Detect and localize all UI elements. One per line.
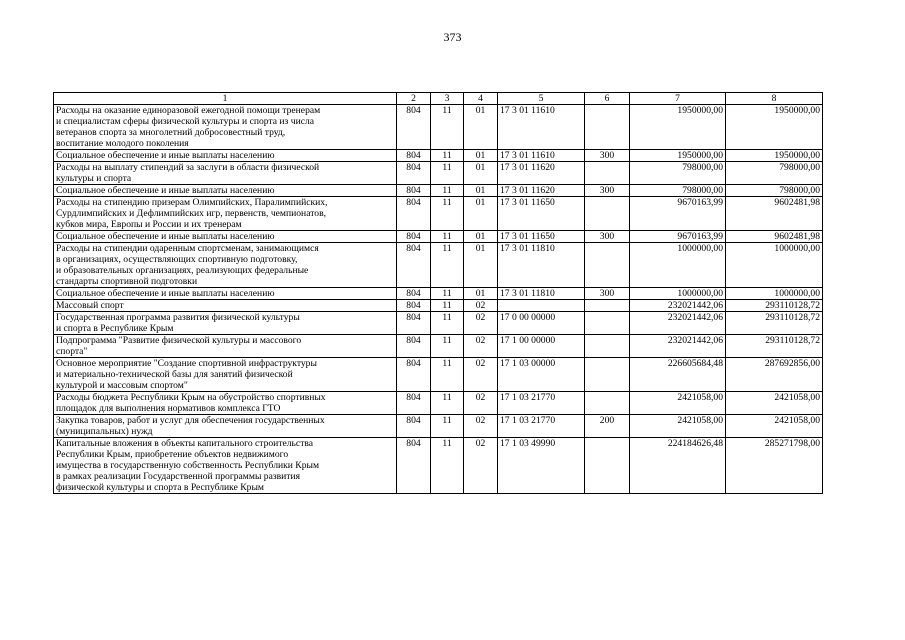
amount-year-2: 1000000,00 [726, 288, 823, 300]
target-article-code: 17 1 03 49990 [498, 438, 585, 494]
subsection-code: 02 [464, 300, 498, 312]
description-line: Массовый спорт [56, 300, 124, 311]
amount-year-1: 226605684,48 [630, 358, 726, 392]
row-description [54, 197, 397, 231]
amount-year-1: 224184626,48 [630, 438, 726, 494]
description-line: Расходы на выплату стипендий за заслуги в области физической [56, 162, 320, 173]
expense-type-code [585, 300, 630, 312]
amount-year-2: 285271798,00 [726, 438, 823, 494]
row-description [54, 288, 397, 300]
description-line: воспитание молодого поколения [56, 138, 189, 149]
amount-year-2: 2421058,00 [726, 392, 823, 415]
table-row [54, 415, 823, 438]
expense-type-code: 200 [585, 415, 630, 438]
row-description [54, 105, 397, 150]
section-code: 11 [431, 162, 464, 185]
target-article-code: 17 1 03 00000 [498, 358, 585, 392]
header-cell: 5 [498, 93, 585, 105]
row-description [54, 150, 397, 162]
target-article-code: 17 0 00 00000 [498, 312, 585, 335]
expense-type-code [585, 392, 630, 415]
amount-year-2: 1950000,00 [726, 150, 823, 162]
description-line: Республики Крым, приобретение объектов недвижимого [56, 449, 289, 460]
description-line: ветеранов спорта за многолетний добросовестный труд, [56, 127, 286, 138]
description-line: и образовательных организациях, реализующих федеральные [56, 265, 309, 276]
ministry-code: 804 [397, 415, 431, 438]
subsection-code: 02 [464, 438, 498, 494]
amount-year-2: 1000000,00 [726, 243, 823, 288]
ministry-code: 804 [397, 185, 431, 197]
table-row [54, 243, 823, 288]
subsection-code: 01 [464, 185, 498, 197]
subsection-code: 02 [464, 335, 498, 358]
description-line: площадок для выполнения нормативов комплекса ГТО [56, 403, 281, 414]
target-article-code: 17 3 01 11610 [498, 105, 585, 150]
header-cell: 6 [585, 93, 630, 105]
target-article-code: 17 3 01 11650 [498, 197, 585, 231]
target-article-code: 17 1 00 00000 [498, 335, 585, 358]
row-description [54, 185, 397, 197]
amount-year-2: 9602481,98 [726, 231, 823, 243]
section-code: 11 [431, 438, 464, 494]
row-description [54, 392, 397, 415]
table-header-row [54, 93, 823, 105]
ministry-code: 804 [397, 105, 431, 150]
description-line: имущества в государственную собственность Республики Крым [56, 460, 320, 471]
section-code: 11 [431, 243, 464, 288]
description-line: Социальное обеспечение и иные выплаты населению [56, 231, 275, 242]
amount-year-1: 9670163,99 [630, 197, 726, 231]
amount-year-2: 287692856,00 [726, 358, 823, 392]
description-line: Социальное обеспечение и иные выплаты населению [56, 185, 275, 196]
expense-type-code [585, 162, 630, 185]
description-line: культурой и массовым спортом" [56, 380, 188, 391]
amount-year-2: 798000,00 [726, 185, 823, 197]
expense-type-code [585, 358, 630, 392]
section-code: 11 [431, 392, 464, 415]
target-article-code: 17 3 01 11610 [498, 150, 585, 162]
subsection-code: 01 [464, 231, 498, 243]
expense-type-code: 300 [585, 150, 630, 162]
page-number: 373 [443, 30, 462, 44]
table-row [54, 150, 823, 162]
expense-type-code: 300 [585, 288, 630, 300]
amount-year-2: 9602481,98 [726, 197, 823, 231]
expense-type-code: 300 [585, 185, 630, 197]
description-line: (муниципальных) нужд [56, 426, 153, 437]
subsection-code: 01 [464, 150, 498, 162]
row-description [54, 415, 397, 438]
expense-type-code [585, 312, 630, 335]
table-row [54, 197, 823, 231]
description-line: Расходы на стипендии одаренным спортсменам, занимающимся [56, 243, 319, 254]
amount-year-1: 232021442,06 [630, 312, 726, 335]
amount-year-2: 293110128,72 [726, 300, 823, 312]
ministry-code: 804 [397, 197, 431, 231]
amount-year-1: 1000000,00 [630, 243, 726, 288]
description-line: и материально-технической базы для занятий физической [56, 369, 293, 380]
amount-year-1: 1950000,00 [630, 105, 726, 150]
ministry-code: 804 [397, 243, 431, 288]
budget-table [53, 92, 823, 494]
row-description [54, 162, 397, 185]
ministry-code: 804 [397, 231, 431, 243]
amount-year-2: 293110128,72 [726, 335, 823, 358]
target-article-code: 17 1 03 21770 [498, 415, 585, 438]
ministry-code: 804 [397, 162, 431, 185]
section-code: 11 [431, 197, 464, 231]
table-row [54, 105, 823, 150]
header-cell: 4 [464, 93, 498, 105]
expense-type-code: 300 [585, 231, 630, 243]
target-article-code: 17 3 01 11620 [498, 162, 585, 185]
expense-type-code [585, 105, 630, 150]
description-line: в организациях, осуществляющих спортивную подготовку, [56, 254, 298, 265]
expense-type-code [585, 197, 630, 231]
section-code: 11 [431, 335, 464, 358]
ministry-code: 804 [397, 438, 431, 494]
table-row [54, 335, 823, 358]
description-line: Капитальные вложения в объекты капитального строительства [56, 438, 314, 449]
amount-year-1: 798000,00 [630, 185, 726, 197]
subsection-code: 02 [464, 392, 498, 415]
amount-year-1: 1000000,00 [630, 288, 726, 300]
amount-year-1: 232021442,06 [630, 335, 726, 358]
description-line: физической культуры и спорта в Республике Крым [56, 482, 264, 493]
subsection-code: 01 [464, 197, 498, 231]
ministry-code: 804 [397, 150, 431, 162]
ministry-code: 804 [397, 335, 431, 358]
ministry-code: 804 [397, 288, 431, 300]
header-cell: 1 [54, 93, 397, 105]
ministry-code: 804 [397, 358, 431, 392]
amount-year-1: 798000,00 [630, 162, 726, 185]
section-code: 11 [431, 312, 464, 335]
description-line: Расходы бюджета Республики Крым на обустройство спортивных [56, 392, 326, 403]
section-code: 11 [431, 300, 464, 312]
description-line: Расходы на стипендию призерам Олимпийских, Паралимпийских, [56, 197, 328, 208]
amount-year-2: 1950000,00 [726, 105, 823, 150]
target-article-code [498, 300, 585, 312]
target-article-code: 17 3 01 11650 [498, 231, 585, 243]
amount-year-1: 2421058,00 [630, 415, 726, 438]
header-cell: 3 [431, 93, 464, 105]
description-line: спорта" [56, 346, 88, 357]
amount-year-2: 798000,00 [726, 162, 823, 185]
description-line: Сурдлимпийских и Дефлимпийских игр, первенств, чемпионатов, [56, 208, 326, 219]
expense-type-code [585, 438, 630, 494]
table-row [54, 185, 823, 197]
row-description [54, 358, 397, 392]
subsection-code: 01 [464, 162, 498, 185]
row-description [54, 335, 397, 358]
amount-year-1: 232021442,06 [630, 300, 726, 312]
section-code: 11 [431, 415, 464, 438]
section-code: 11 [431, 150, 464, 162]
section-code: 11 [431, 358, 464, 392]
table-row [54, 358, 823, 392]
description-line: культуры и спорта [56, 173, 132, 184]
description-line: Социальное обеспечение и иные выплаты населению [56, 288, 275, 299]
header-cell: 2 [397, 93, 431, 105]
subsection-code: 02 [464, 358, 498, 392]
table-row [54, 392, 823, 415]
subsection-code: 01 [464, 243, 498, 288]
description-line: Подпрограмма "Развитие физической культуры и массового [56, 335, 302, 346]
amount-year-1: 1950000,00 [630, 150, 726, 162]
row-description [54, 243, 397, 288]
description-line: стандарты спортивной подготовки [56, 276, 198, 287]
section-code: 11 [431, 105, 464, 150]
table-row [54, 288, 823, 300]
amount-year-1: 2421058,00 [630, 392, 726, 415]
description-line: Социальное обеспечение и иные выплаты населению [56, 150, 275, 161]
subsection-code: 01 [464, 105, 498, 150]
subsection-code: 01 [464, 288, 498, 300]
table-row [54, 312, 823, 335]
ministry-code: 804 [397, 312, 431, 335]
table-row [54, 438, 823, 494]
target-article-code: 17 3 01 11620 [498, 185, 585, 197]
header-cell: 8 [726, 93, 823, 105]
table-row [54, 231, 823, 243]
amount-year-1: 9670163,99 [630, 231, 726, 243]
description-line: Государственная программа развития физической культуры [56, 312, 300, 323]
ministry-code: 804 [397, 300, 431, 312]
expense-type-code [585, 243, 630, 288]
ministry-code: 804 [397, 392, 431, 415]
row-description [54, 438, 397, 494]
expense-type-code [585, 335, 630, 358]
section-code: 11 [431, 231, 464, 243]
description-line: Основное мероприятие "Создание спортивной инфраструктуры [56, 358, 317, 369]
header-cell: 7 [630, 93, 726, 105]
target-article-code: 17 3 01 11810 [498, 288, 585, 300]
description-line: Расходы на оказание единоразовой ежегодной помощи тренерам [56, 105, 321, 116]
table-row [54, 300, 823, 312]
section-code: 11 [431, 185, 464, 197]
description-line: Закупка товаров, работ и услуг для обеспечения государственных [56, 415, 325, 426]
row-description [54, 300, 397, 312]
row-description [54, 231, 397, 243]
description-line: кубков мира, Европы и России и их тренерам [56, 219, 242, 230]
subsection-code: 02 [464, 312, 498, 335]
amount-year-2: 293110128,72 [726, 312, 823, 335]
subsection-code: 02 [464, 415, 498, 438]
target-article-code: 17 3 01 11810 [498, 243, 585, 288]
target-article-code: 17 1 03 21770 [498, 392, 585, 415]
section-code: 11 [431, 288, 464, 300]
description-line: в рамках реализации Государственной программы развития [56, 471, 301, 482]
description-line: и специалистам сферы физической культуры и спорта из числа [56, 116, 315, 127]
row-description [54, 312, 397, 335]
description-line: и спорта в Республике Крым [56, 323, 174, 334]
amount-year-2: 2421058,00 [726, 415, 823, 438]
table-row [54, 162, 823, 185]
